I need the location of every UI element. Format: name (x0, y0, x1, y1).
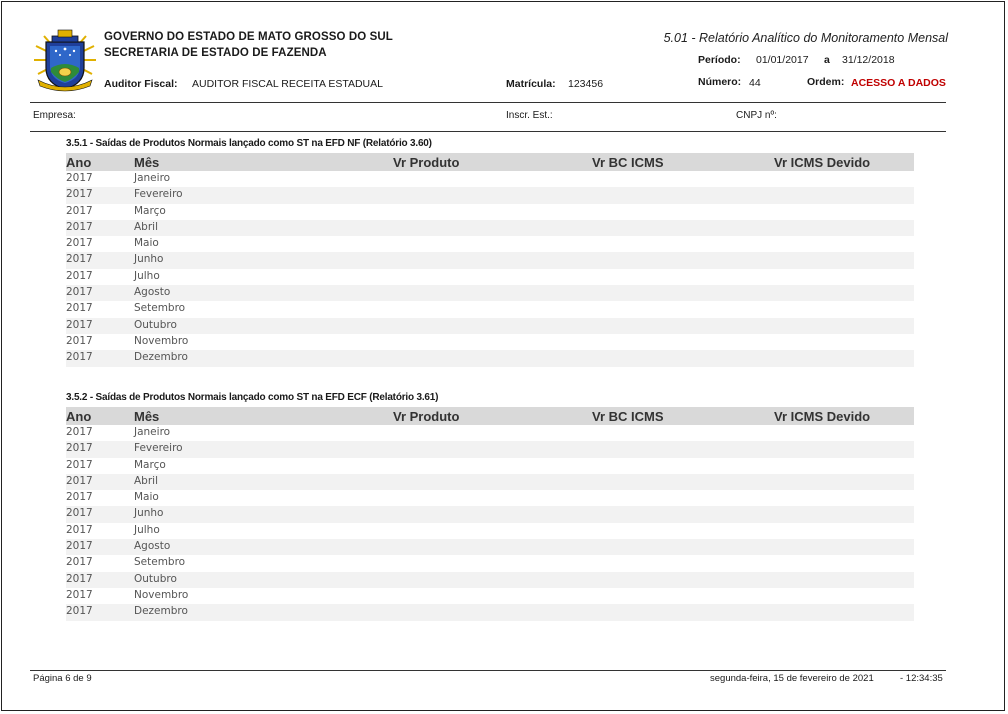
periodo-end: 31/12/2018 (842, 54, 895, 66)
auditor-label: Auditor Fiscal: (104, 78, 178, 90)
cnpj-label: CNPJ nº: (736, 110, 777, 121)
cell-mes: Fevereiro (134, 442, 183, 455)
cell-ano: 2017 (66, 572, 93, 585)
cell-ano: 2017 (66, 253, 93, 266)
cell-mes: Maio (134, 237, 159, 250)
cell-mes: Abril (134, 474, 158, 487)
column-header-ano: Ano (66, 155, 92, 170)
cell-ano: 2017 (66, 426, 93, 438)
table-row (66, 252, 914, 268)
cell-ano: 2017 (66, 204, 93, 217)
column-header-vr-produto: Vr Produto (393, 155, 460, 170)
cell-ano: 2017 (66, 351, 93, 364)
cell-mes: Outubro (134, 318, 177, 331)
table-header (66, 407, 914, 425)
ordem-value: ACESSO A DADOS (851, 77, 946, 89)
auditor-value: AUDITOR FISCAL RECEITA ESTADUAL (192, 78, 383, 90)
cell-mes: Março (134, 204, 166, 217)
column-header-vr-bc-icms: Vr BC ICMS (592, 155, 664, 170)
table-row (66, 171, 914, 187)
cell-mes: Agosto (134, 286, 171, 299)
cell-mes: Novembro (134, 334, 189, 347)
cell-mes: Janeiro (134, 426, 171, 438)
cell-ano: 2017 (66, 588, 93, 601)
cell-mes: Fevereiro (134, 188, 183, 201)
table-row (66, 474, 914, 490)
cell-ano: 2017 (66, 334, 93, 347)
government-name: GOVERNO DO ESTADO DE MATO GROSSO DO SUL (104, 31, 393, 43)
report-title: 5.01 - Relatório Analítico do Monitoramento Mensal (663, 31, 948, 45)
table-row (66, 441, 914, 457)
cell-mes: Junho (134, 253, 164, 266)
cell-ano: 2017 (66, 474, 93, 487)
table-row (66, 269, 914, 285)
column-header-mes: Mês (134, 155, 160, 170)
data-table (66, 153, 914, 367)
cell-mes: Janeiro (134, 172, 171, 184)
page-number: Página 6 de 9 (33, 673, 92, 684)
cell-ano: 2017 (66, 540, 93, 553)
cell-ano: 2017 (66, 188, 93, 201)
table-row (66, 236, 914, 252)
cell-mes: Setembro (134, 302, 186, 315)
cell-ano: 2017 (66, 458, 93, 471)
cell-mes: Maio (134, 491, 159, 504)
header-divider (30, 102, 946, 103)
table-row (66, 604, 914, 620)
footer-date: segunda-feira, 15 de fevereiro de 2021 (710, 673, 874, 684)
table-row (66, 334, 914, 350)
table-row (66, 539, 914, 555)
cell-mes: Março (134, 458, 166, 471)
cell-mes: Novembro (134, 588, 189, 601)
periodo-start: 01/01/2017 (756, 54, 809, 66)
table-row (66, 350, 914, 366)
table-row (66, 555, 914, 571)
table-row (66, 425, 914, 441)
cell-mes: Dezembro (134, 605, 188, 618)
cell-ano: 2017 (66, 318, 93, 331)
table-row (66, 572, 914, 588)
section-title: 3.5.1 - Saídas de Produtos Normais lançado como ST na EFD NF (Relatório 3.60) (66, 138, 432, 149)
cell-mes: Julho (134, 269, 160, 282)
cell-ano: 2017 (66, 286, 93, 299)
table-row (66, 523, 914, 539)
periodo-label: Período: (698, 54, 741, 66)
cell-ano: 2017 (66, 523, 93, 536)
table-row (66, 506, 914, 522)
numero-label: Número: (698, 76, 742, 88)
cell-ano: 2017 (66, 220, 93, 233)
secretariat-name: SECRETARIA DE ESTADO DE FAZENDA (104, 47, 327, 59)
cell-mes: Julho (134, 523, 160, 536)
section-title: 3.5.2 - Saídas de Produtos Normais lançado como ST na EFD ECF (Relatório 3.61) (66, 392, 439, 403)
footer-divider (30, 670, 946, 671)
table-row (66, 490, 914, 506)
table-header (66, 153, 914, 171)
cell-ano: 2017 (66, 605, 93, 618)
cell-mes: Dezembro (134, 351, 188, 364)
empresa-label: Empresa: (33, 110, 76, 121)
cell-ano: 2017 (66, 442, 93, 455)
cell-mes: Setembro (134, 556, 186, 569)
table-row (66, 285, 914, 301)
cell-ano: 2017 (66, 172, 93, 184)
cell-mes: Abril (134, 220, 158, 233)
footer-time: - 12:34:35 (900, 673, 943, 684)
data-table (66, 407, 914, 621)
cell-mes: Outubro (134, 572, 177, 585)
matricula-label: Matrícula: (506, 78, 556, 90)
cell-ano: 2017 (66, 556, 93, 569)
cell-ano: 2017 (66, 237, 93, 250)
cell-ano: 2017 (66, 507, 93, 520)
column-header-vr-produto: Vr Produto (393, 409, 460, 424)
matricula-value: 123456 (568, 78, 604, 90)
company-divider (30, 131, 946, 132)
table-row (66, 588, 914, 604)
column-header-vr-bc-icms: Vr BC ICMS (592, 409, 664, 424)
column-header-ano: Ano (66, 409, 92, 424)
cell-ano: 2017 (66, 491, 93, 504)
table-row (66, 458, 914, 474)
table-row (66, 187, 914, 203)
table-row (66, 318, 914, 334)
column-header-vr-icms-devido: Vr ICMS Devido (774, 409, 871, 424)
state-coat-of-arms-logo (32, 28, 98, 92)
column-header-mes: Mês (134, 409, 160, 424)
table-row (66, 301, 914, 317)
periodo-separator: a (824, 54, 830, 66)
cell-ano: 2017 (66, 302, 93, 315)
table-row (66, 204, 914, 220)
ordem-label: Ordem: (807, 76, 845, 88)
inscricao-estadual-label: Inscr. Est.: (506, 110, 553, 121)
cell-mes: Junho (134, 507, 164, 520)
column-header-vr-icms-devido: Vr ICMS Devido (774, 155, 871, 170)
cell-ano: 2017 (66, 269, 93, 282)
numero-value: 44 (749, 77, 761, 89)
table-row (66, 220, 914, 236)
cell-mes: Agosto (134, 540, 171, 553)
